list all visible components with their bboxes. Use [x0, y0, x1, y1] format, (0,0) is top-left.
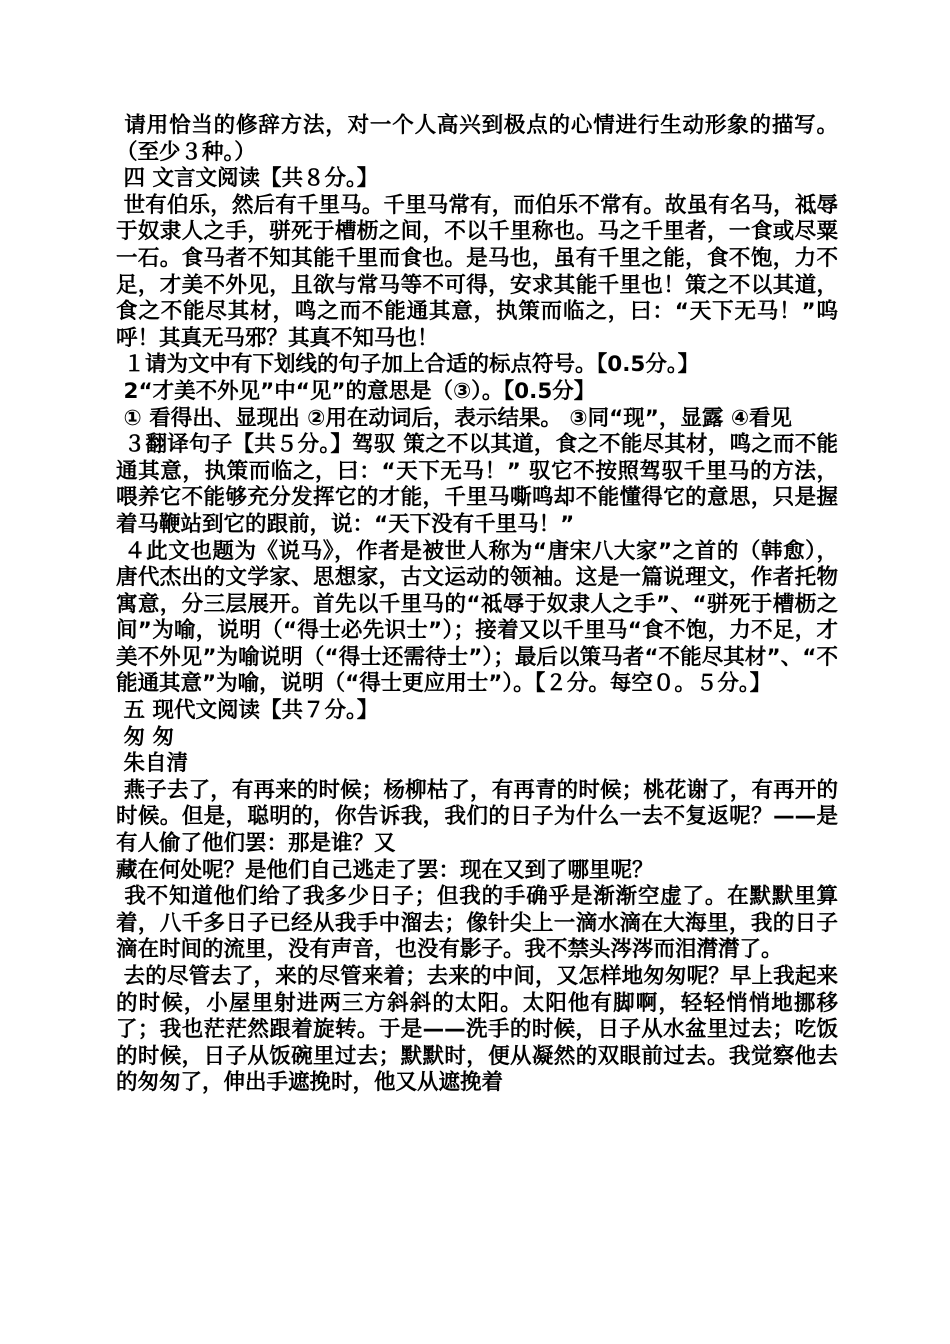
essay-paragraph-1b: 藏在何处呢？是他们自己逃走了罢：现在又到了哪里呢？ [116, 857, 654, 883]
question-4: ４此文也题为《说马》，作者是被世人称为“唐宋八大家”之首的（韩愈），唐代杰出的文学家、思想家，古文运动的领袖。这是一篇说理文，作者托物寓意，分三层展开。首先以千里马的“祗辱于奴隶人之手”、“骈死于槽枥之间”为喻，说明（“得士必先识士”）；接着又以千里马“食不饱，力不足，才美不外见”为喻说明（“得士还需待士”）；最后以策马者“不能尽其材”、“不能通其意”为喻，说明（“得士更应用士”）。【２分。每空０。５分。】 [116, 538, 838, 697]
question-rhetoric: 请用恰当的修辞方法，对一个人高兴到极点的心情进行生动形象的描写。（至少３种。） [116, 113, 838, 165]
classical-passage: 世有伯乐，然后有千里马。千里马常有，而伯乐不常有。故虽有名马，祗辱于奴隶人之手，骈死于槽枥之间，不以千里称也。马之千里者，一食或尽粟一石。食马者不知其能千里而食也。是马也，虽有千里之能，食不饱，力不足，才美不外见，且欲与常马等不可得，安求其能千里也！策之不以其道，食之不能尽其材，鸣之而不能通其意，执策而临之，曰：“天下无马！”呜呼！其真无马邪？其真不知马也！ [116, 192, 838, 351]
essay-author: 朱自清 [116, 751, 189, 777]
section-heading-classical: 四 文言文阅读【共８分。】 [116, 166, 379, 192]
document-page [116, 113, 838, 1097]
essay-paragraph-1a: 燕子去了，有再来的时候；杨柳枯了，有再青的时候；桃花谢了，有再开的时候。但是，聪明的，你告诉我，我们的日子为什么一去不复返呢？——是有人偷了他们罢：那是谁？又 [116, 777, 838, 857]
essay-paragraph-3: 去的尽管去了，来的尽管来着；去来的中间，又怎样地匆匆呢？早上我起来的时候，小屋里射进两三方斜斜的太阳。太阳他有脚啊，轻轻悄悄地挪移了；我也茫茫然跟着旋转。于是——洗手的时候，日子从水盆里过去；吃饭的时候，日子从饭碗里过去；默默时，便从凝然的双眼前过去。我觉察他去的匆匆了，伸出手遮挽时，他又从遮挽着 [116, 964, 838, 1096]
section-heading-modern: 五 现代文阅读【共７分。】 [116, 698, 379, 724]
essay-title: 匆 匆 [116, 724, 174, 750]
question-3: ３翻译句子【共５分。】驾驭 策之不以其道，食之不能尽其材，鸣之而不能通其意，执策而临之，曰：“天下无马！” 驭它不按照驾驭千里马的方法，喂养它不能够充分发挥它的才能，千里马嘶鸣却不能懂得它的意思，只是握着马鞭站到它的跟前，说：“天下没有千里马！” [116, 432, 838, 537]
question-2-options: ① 看得出、显现出 ②用在动词后，表示结果。 ③同“现”，显露 ④看见 [116, 405, 793, 431]
question-1: １请为文中有下划线的句子加上合适的标点符号。【0.5分。】 [116, 352, 700, 378]
question-2: 2“才美不外见”中“见”的意思是（③）。【0.5分】 [116, 378, 596, 404]
essay-paragraph-2: 我不知道他们给了我多少日子；但我的手确乎是渐渐空虚了。在默默里算着，八千多日子已经从我手中溜去；像针尖上一滴水滴在大海里，我的日子滴在时间的流里，没有声音，也没有影子。我不禁头涔涔而泪潸潸了。 [116, 884, 838, 963]
